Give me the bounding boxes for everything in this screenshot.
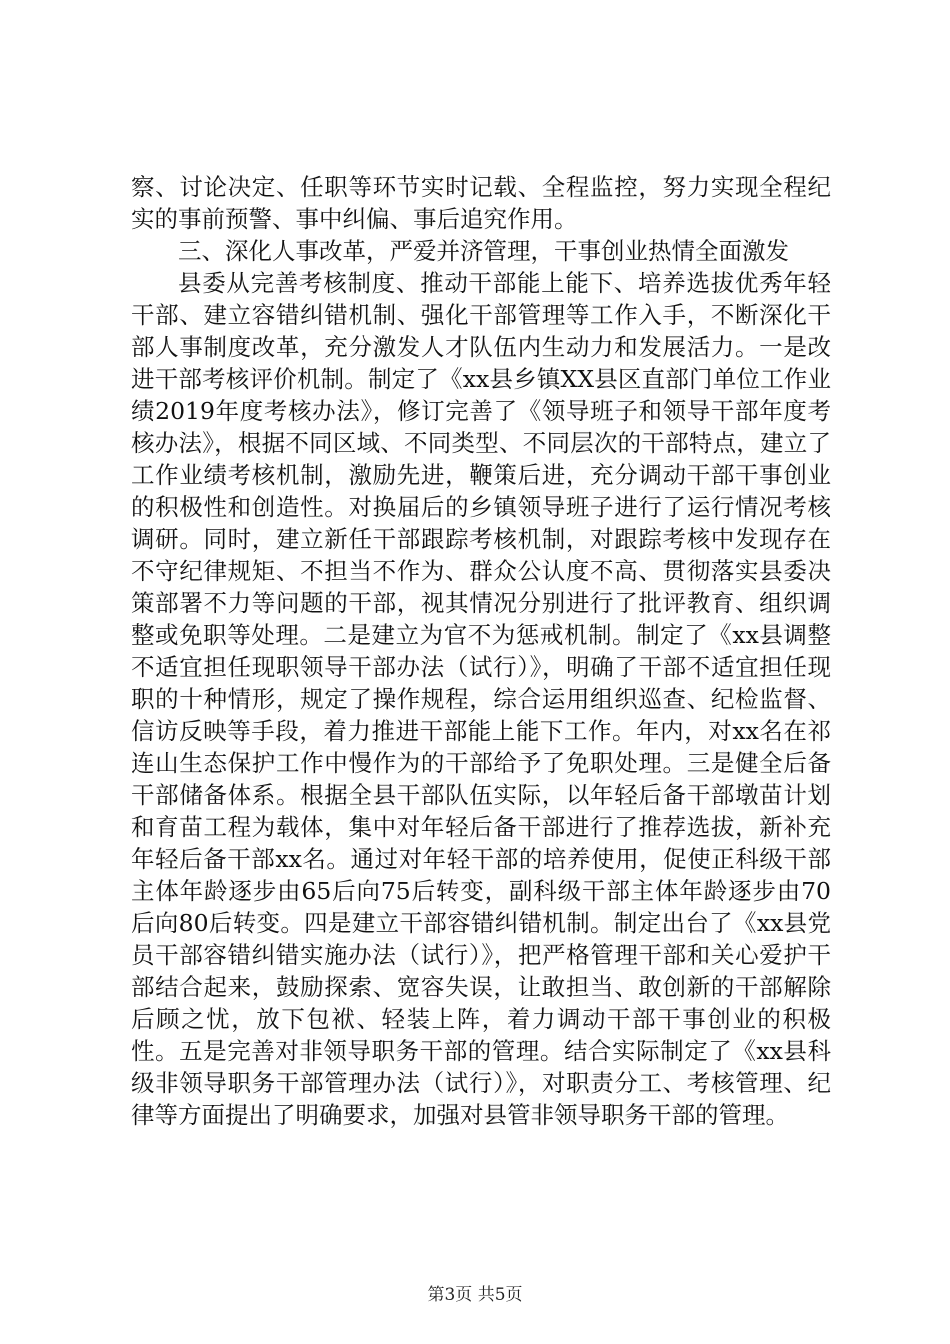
page-number: 第3页 共5页: [427, 1285, 523, 1305]
paragraph-continuation: 察、讨论决定、任职等环节实时记载、全程监控，努力实现全程纪实的事前预警、事中纠偏、事后追究作用。: [131, 173, 831, 233]
section-heading: 三、深化人事改革，严爱并济管理，干事创业热情全面激发: [178, 237, 789, 265]
document-body: [131, 171, 831, 1131]
paragraph-body: 县委从完善考核制度、推动干部能上能下、培养选拔优秀年轻干部、建立容错纠错机制、强化干部管理等工作入手，不断深化干部人事制度改革，充分激发人才队伍内生动力和发展活力。一是改进干部考核评价机制。制定了《xx县乡镇XX县区直部门单位工作业绩2019年度考核办法》，修订完善了《领导班子和领导干部年度考核办法》，根据不同区域、不同类型、不同层次的干部特点，建立了工作业绩考核机制，激励先进，鞭策后进，充分调动干部干事创业的积极性和创造性。对换届后的乡镇领导班子进行了运行情况考核调研。同时，建立新任干部跟踪考核机制，对跟踪考核中发现存在不守纪律规矩、不担当不作为、群众公认度不高、贯彻落实县委决策部署不力等问题的干部，视其情况分别进行了批评教育、组织调整或免职等处理。二是建立为官不为惩戒机制。制定了《xx县调整不适宜担任现职领导干部办法（试行）》，明确了干部不适宜担任现职的十种情形，规定了操作规程，综合运用组织巡查、纪检监督、信访反映等手段，着力推进干部能上能下工作。年内，对xx名在祁连山生态保护工作中慢作为的干部给予了免职处理。三是健全后备干部储备体系。根据全县干部队伍实际，以年轻后备干部墩苗计划和育苗工程为载体，集中对年轻后备干部进行了推荐选拔，新补充年轻后备干部xx名。通过对年轻干部的培养使用，促使正科级干部主体年龄逐步由65后向75后转变，副科级干部主体年龄逐步由70后向80后转变。四是建立干部容错纠错机制。制定出台了《xx县党员干部容错纠错实施办法（试行）》，把严格管理干部和关心爱护干部结合起来，鼓励探索、宽容失误，让敢担当、敢创新的干部解除后顾之忧，放下包袱、轻装上阵，着力调动干部干事创业的积极性。五是完善对非领导职务干部的管理。结合实际制定了《xx县科级非领导职务干部管理办法（试行）》，对职责分工、考核管理、纪律等方面提出了明确要求，加强对县管非领导职务干部的管理。: [131, 269, 831, 1129]
